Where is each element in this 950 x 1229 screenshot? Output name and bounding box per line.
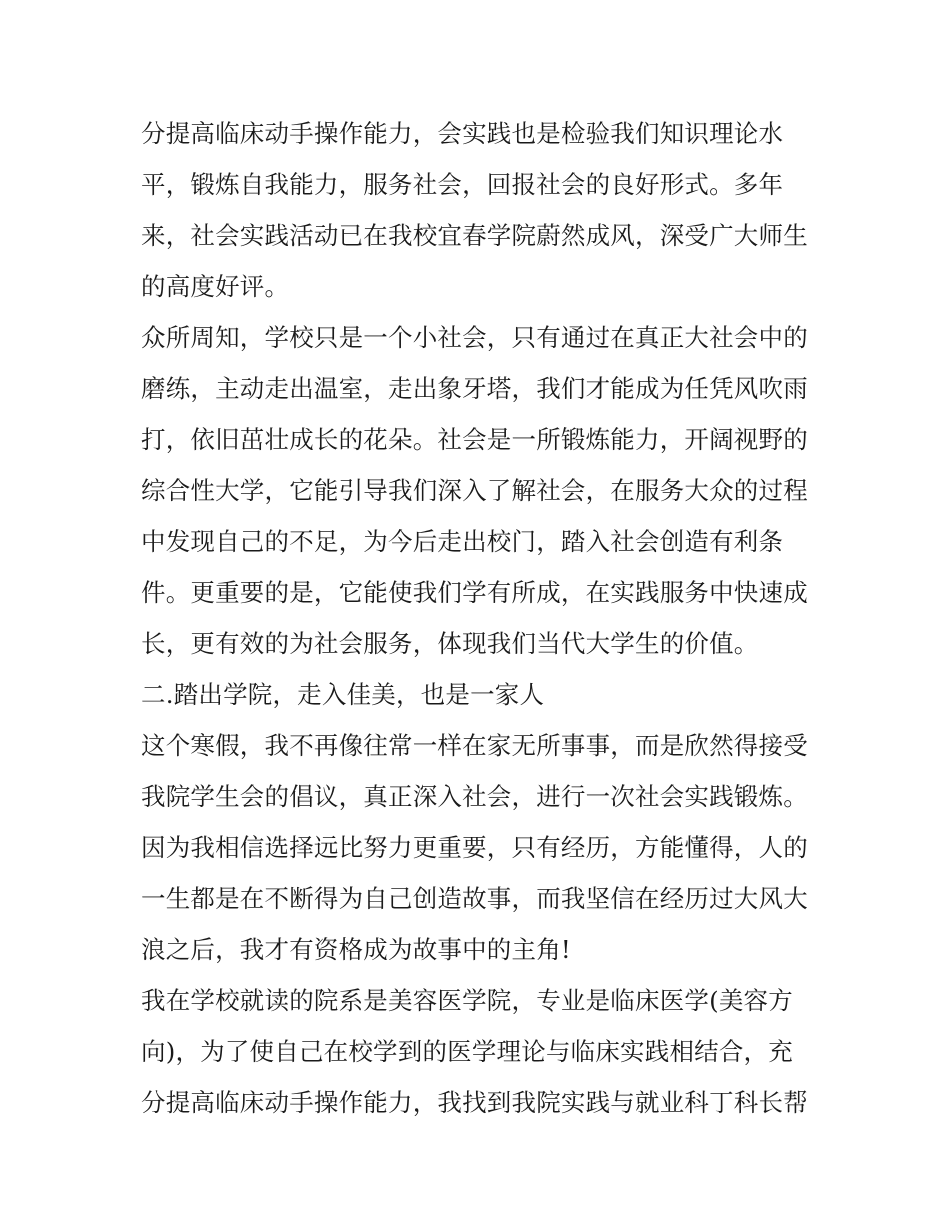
text-line-3: 来，社会实践活动已在我校宜春学院蔚然成风，深受广大师生 xyxy=(141,221,808,250)
text-line-1: 分提高临床动手操作能力，会实践也是检验我们知识理论水 xyxy=(141,119,784,148)
text-line-6: 磨练，主动走出温室，走出象牙塔，我们才能成为任凭风吹雨 xyxy=(141,374,808,403)
text-line-19: 向)，为了使自己在校学到的医学理论与临床实践相结合，充 xyxy=(141,1037,793,1066)
text-line-16: 一生都是在不断得为自己创造故事，而我坚信在经历过大风大 xyxy=(141,884,808,913)
document-body xyxy=(141,108,821,1128)
text-line-10: 件。更重要的是，它能使我们学有所成，在实践服务中快速成 xyxy=(141,578,808,607)
text-line-7: 打，依旧茁壮成长的花朵。社会是一所锻炼能力，开阔视野的 xyxy=(141,425,808,454)
text-line-14: 我院学生会的倡议，真正深入社会，进行一次社会实践锻炼。 xyxy=(141,782,808,811)
text-line-15: 因为我相信选择远比努力更重要，只有经历，方能懂得，人的 xyxy=(141,833,808,862)
text-line-4: 的高度好评。 xyxy=(141,272,290,301)
text-line-20: 分提高临床动手操作能力，我找到我院实践与就业科丁科长帮 xyxy=(141,1088,808,1117)
text-line-8: 综合性大学，它能引导我们深入了解社会，在服务大众的过程 xyxy=(141,476,808,505)
text-line-17: 浪之后，我才有资格成为故事中的主角! xyxy=(141,935,571,964)
text-line-9: 中发现自己的不足，为今后走出校门，踏入社会创造有利条 xyxy=(141,527,784,556)
text-line-11: 长，更有效的为社会服务，体现我们当代大学生的价值。 xyxy=(141,629,759,658)
text-line-13: 这个寒假，我不再像往常一样在家无所事事，而是欣然得接受 xyxy=(141,731,808,760)
text-line-5: 众所周知，学校只是一个小社会，只有通过在真正大社会中的 xyxy=(141,323,808,352)
text-line-18: 我在学校就读的院系是美容医学院，专业是临床医学(美容方 xyxy=(141,986,793,1015)
section-heading: 二.踏出学院，走入佳美，也是一家人 xyxy=(141,680,545,709)
text-line-2: 平，锻炼自我能力，服务社会，回报社会的良好形式。多年 xyxy=(141,170,784,199)
